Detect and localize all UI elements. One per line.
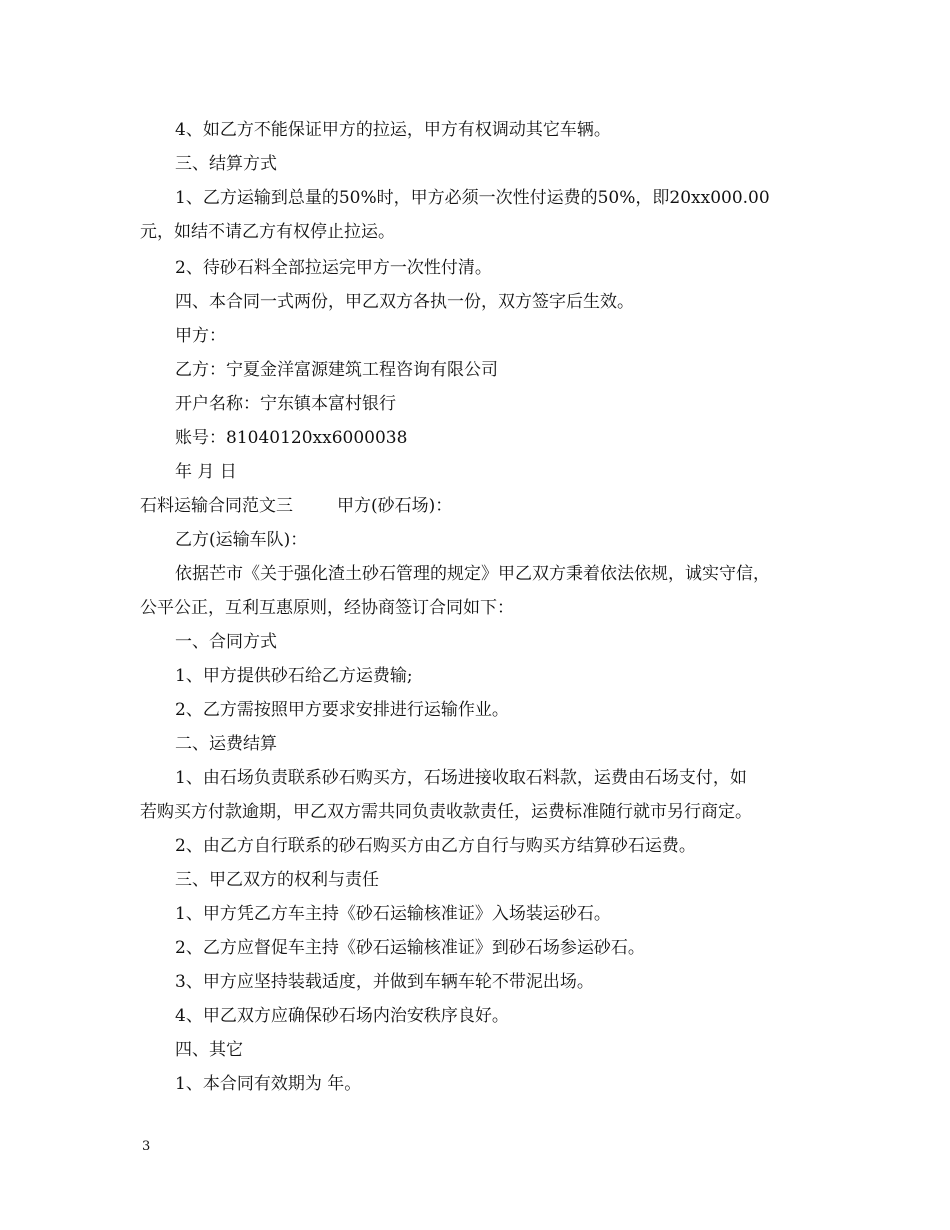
paragraph-continuation: 元，如结不请乙方有权停止拉运。 — [140, 222, 395, 242]
account-number-line: 账号：81040120xx6000038 — [175, 428, 408, 448]
contract-title: 石料运输合同范文三 — [140, 496, 293, 516]
paragraph: 1、甲方提供砂石给乙方运费输; — [175, 666, 413, 686]
paragraph: 1、本合同有效期为 年。 — [175, 1074, 362, 1094]
section-heading: 四、其它 — [175, 1040, 243, 1060]
date-line: 年 月 日 — [175, 462, 237, 482]
party-b-line: 乙方：宁夏金洋富源建筑工程咨询有限公司 — [175, 360, 498, 380]
paragraph: 2、由乙方自行联系的砂石购买方由乙方自行与购买方结算砂石运费。 — [175, 836, 696, 856]
paragraph: 3、甲方应坚持装载适度，并做到车辆车轮不带泥出场。 — [175, 972, 594, 992]
account-name-line: 开户名称：宁东镇本富村银行 — [175, 394, 396, 414]
party-b-label: 乙方(运输车队)： — [175, 530, 308, 550]
paragraph: 2、乙方需按照甲方要求安排进行运输作业。 — [175, 700, 509, 720]
paragraph: 2、待砂石料全部拉运完甲方一次性付清。 — [175, 258, 492, 278]
paragraph: 1、甲方凭乙方车主持《砂石运输核准证》入场装运砂石。 — [175, 904, 611, 924]
paragraph-continuation: 若购买方付款逾期，甲乙双方需共同负责收款责任，运费标准随行就市另行商定。 — [140, 802, 752, 822]
party-a-label: 甲方： — [175, 326, 226, 346]
paragraph: 2、乙方应督促车主持《砂石运输核准证》到砂石场参运砂石。 — [175, 938, 645, 958]
section-heading: 二、运费结算 — [175, 734, 277, 754]
paragraph-continuation: 公平公正，互利互惠原则，经协商签订合同如下： — [140, 598, 514, 618]
section-heading: 四、本合同一式两份，甲乙双方各执一份，双方签字后生效。 — [175, 292, 634, 312]
paragraph: 1、由石场负责联系砂石购买方，石场进接收取石料款，运费由石场支付，如 — [175, 768, 747, 788]
paragraph: 4、如乙方不能保证甲方的拉运，甲方有权调动其它车辆。 — [175, 120, 611, 140]
paragraph: 1、乙方运输到总量的50%时，甲方必须一次性付运费的50%，即20xx000.00 — [175, 188, 770, 208]
page-number: 3 — [142, 1139, 151, 1154]
paragraph: 4、甲乙双方应确保砂石场内治安秩序良好。 — [175, 1006, 509, 1026]
section-heading: 三、甲乙双方的权利与责任 — [175, 870, 379, 890]
paragraph: 依据芒市《关于强化渣土砂石管理的规定》甲乙双方秉着依法依规，诚实守信， — [175, 564, 770, 584]
section-heading: 一、合同方式 — [175, 632, 277, 652]
contract-title-line — [140, 494, 830, 518]
section-heading: 三、结算方式 — [175, 154, 277, 174]
party-a-label: 甲方(砂石场)： — [337, 496, 453, 516]
